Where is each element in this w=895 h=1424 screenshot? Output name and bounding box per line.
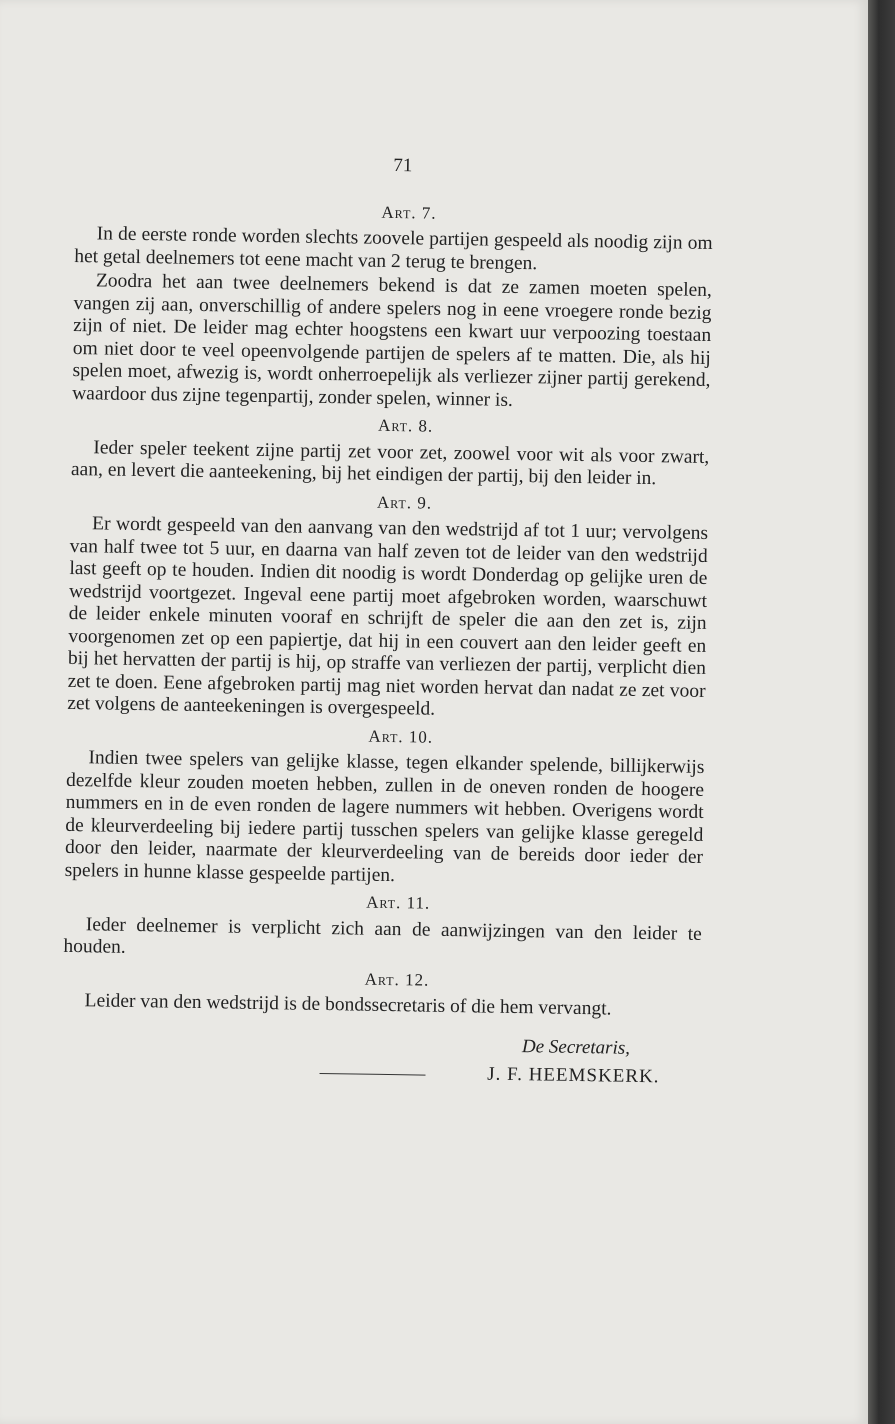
book-edge [868,0,895,1424]
article-heading-11: Art. 11. [366,892,431,913]
page-number: 71 [393,154,413,177]
article-12-paragraph-1: Leider van den wedstrijd is de bondssecretaris of die hem vervangt. [84,990,612,1020]
article-heading-7: Art. 7. [381,202,437,223]
article-7-paragraph-1: In de eerste ronde worden slechts zoovele partijen gespeeld als noodig zijn om het getal deelnemers tot eene macht van 2 terug te brengen. [74,223,713,274]
page-text [61,150,714,1098]
signature-rule [320,1072,426,1075]
article-11-paragraph-1: Ieder deelnemer is verplicht zich aan de aanwijzingen van den leider te houden. [63,913,702,958]
signature-role: De Secretaris, [521,1035,631,1059]
signature-name: J. F. HEEMSKERK. [487,1063,660,1087]
article-8-paragraph-1: Ieder speler teekent zijne partij zet voor zet, zoowel voor wit als voor zwart, aan, en levert die aanteekening, bij het eindigen der partij, bij den leider in. [70,436,710,490]
article-heading-9: Art. 9. [376,492,433,513]
article-10-paragraph-1: Indien twee spelers van gelijke klasse, tegen elkander spelende, billijkerwijs dezelfde kleur zouden moeten hebben, zullen in de oneven ronden de hoogere nummers en in de even ronden de lagere nummers wit hebben. Overigens wordt de kleurverdeeling bij iedere partij tusschen spelers van gelijke klasse geregeld door den leider, naarmate der kleurverdeeling van de bereids door ieder der spelers in hunne klasse gespeelde partijen. [64,747,705,886]
signature-block [61,1028,700,1098]
article-7-paragraph-2: Zoodra het aan twee deelnemers bekend is dat ze zamen moeten spelen, vangen zij aan, onverschillig of andere spelers nog in eene vroegere ronde bezig zijn of niet. De leider mag echter hoogstens een kwart uur verpoozing toestaan om niet door te veel opeenvolgende partijen de spelers af te matten. Die, als hij spelen moet, afwezig is, wordt onherroepelijk als verliezer zijner partij gerekend, waardoor dus zijne tegenpartij, zonder spelen, winner is. [72,270,713,411]
article-9-paragraph-1: Er wordt gespeeld van den aanvang van den wedstrijd af tot 1 uur; vervolgens van half twee tot 5 uur, en daarna van half zeven tot de leider van den wedstrijd last geeft op te houden. Indien dit noodig is wordt Donderdag op gelijke uren de wedstrijd voortgezet. Ingeval eene partij moet afgebroken worden, waarschuwt de leider enkele minuten vooraf en schrijft de speler die aan den zet is, zijn voorgenomen zet op een papiertje, dat hij in een couvert aan den leider geeft en bij het hervatten der partij is hij, op straffe van verliezen der partij, verplicht dien zet te doen. Eene afgebroken partij mag niet worden hervat dan nadat ze zet voor zet volgens de aanteekeningen is overgespeeld. [67,513,709,720]
article-heading-8: Art. 8. [377,415,434,436]
article-heading-12: Art. 12. [364,969,430,990]
article-heading-10: Art. 10. [368,726,434,747]
